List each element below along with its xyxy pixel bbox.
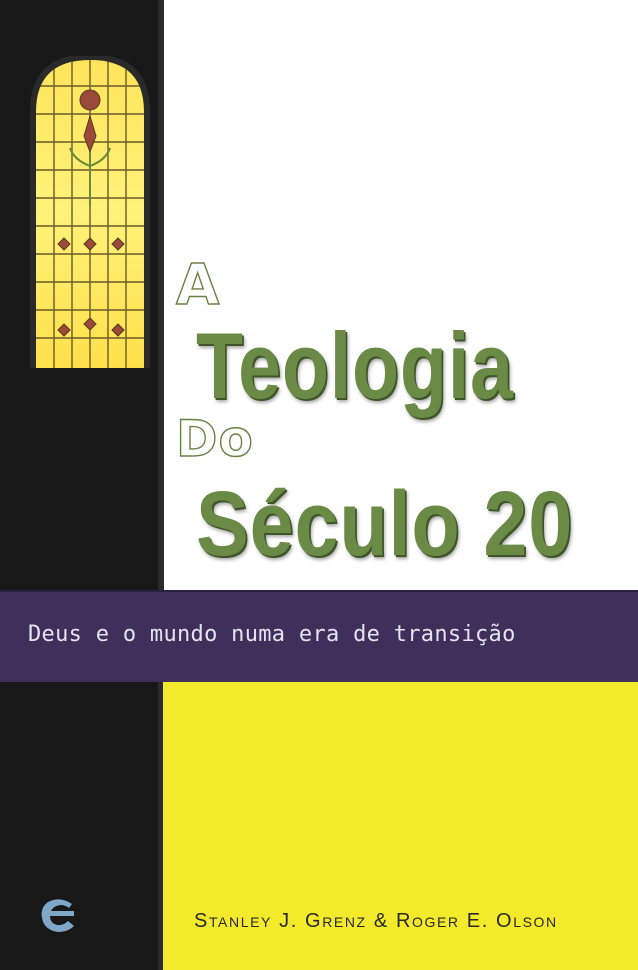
title-line-do: Do <box>176 410 254 468</box>
authors: Stanley J. Grenz & Roger E. Olson <box>194 910 558 932</box>
publisher-logo-icon <box>36 894 80 938</box>
stained-glass-window-icon <box>30 56 150 368</box>
title-line-a: A <box>176 253 221 318</box>
title-line-seculo: Século 20 <box>196 473 574 575</box>
title-line-teologia: Teologia <box>196 313 514 418</box>
band-divider <box>0 590 638 592</box>
subtitle: Deus e o mundo numa era de transição <box>28 622 516 647</box>
